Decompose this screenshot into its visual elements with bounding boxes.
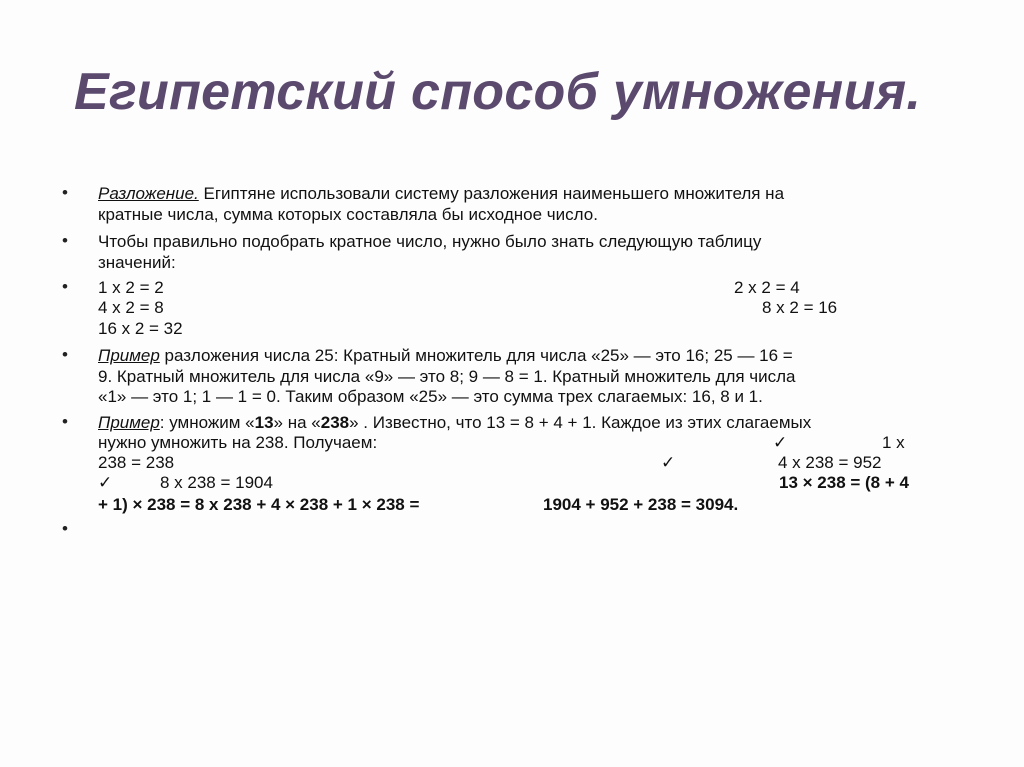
paragraph-4-line-3: «1» — это 1; 1 — 1 = 0. Таким образом «25» — это сумма трех слагаемых: 16, 8 и 1. [98,387,763,406]
table-cell: 1 х 2 = 2 [98,278,164,297]
text: Египтяне использовали систему разложения наименьшего множителя на [198,184,785,203]
bullet: • [62,412,68,431]
bullet: • [62,519,68,538]
text: : умножим « [159,413,255,432]
paragraph-5-text: 13 × 238 = (8 + 4 [779,473,909,492]
paragraph-5-line-2: нужно умножить на 238. Получаем: [98,433,378,452]
paragraph-2-line-2: значений: [98,253,176,272]
number-13: 13 [254,413,274,432]
paragraph-5-text: 8 х 238 = 1904 [160,473,273,492]
paragraph-4-line-1 [98,345,793,366]
paragraph-5-line-1 [98,412,811,433]
text: разложения числа 25: Кратный множитель для числа «25» — это 16; 25 — 16 = [159,346,793,365]
slide-title: Египетский способ умножения. [74,63,922,121]
paragraph-2-line-1: Чтобы правильно подобрать кратное число, нужно было знать следующую таблицу [98,232,762,251]
bullet: • [62,231,68,250]
term-example: Пример [98,413,160,432]
paragraph-5-text: 1 х [882,433,905,452]
bullet: • [62,183,68,202]
paragraph-1-line-2: кратные числа, сумма которых составляла бы исходное число. [98,205,598,224]
paragraph-5-line-5: + 1) × 238 = 8 х 238 + 4 × 238 + 1 × 238 = [98,495,420,514]
paragraph-5-line-3: 238 = 238 [98,453,175,472]
paragraph-1-line-1 [98,183,784,204]
text: » на « [273,413,321,432]
paragraph-4-line-2: 9. Кратный множитель для числа «9» — это 8; 9 — 8 = 1. Кратный множитель для числа [98,367,796,386]
table-cell: 4 х 2 = 8 [98,298,164,317]
number-238: 238 [320,413,350,432]
term-example: Пример [98,346,160,365]
term-decomposition: Разложение. [98,184,199,203]
bullet: • [62,277,68,296]
check-icon: ✓ [661,453,676,472]
check-icon: ✓ [98,473,113,492]
table-cell: 8 х 2 = 16 [762,298,838,317]
check-icon: ✓ [773,433,788,452]
table-cell: 2 х 2 = 4 [734,278,800,297]
bullet: • [62,345,68,364]
table-cell: 16 х 2 = 32 [98,319,183,338]
paragraph-5-result: 1904 + 952 + 238 = 3094. [543,495,739,514]
paragraph-5-text: 4 х 238 = 952 [778,453,882,472]
text: » . Известно, что 13 = 8 + 4 + 1. Каждое из этих слагаемых [349,413,812,432]
